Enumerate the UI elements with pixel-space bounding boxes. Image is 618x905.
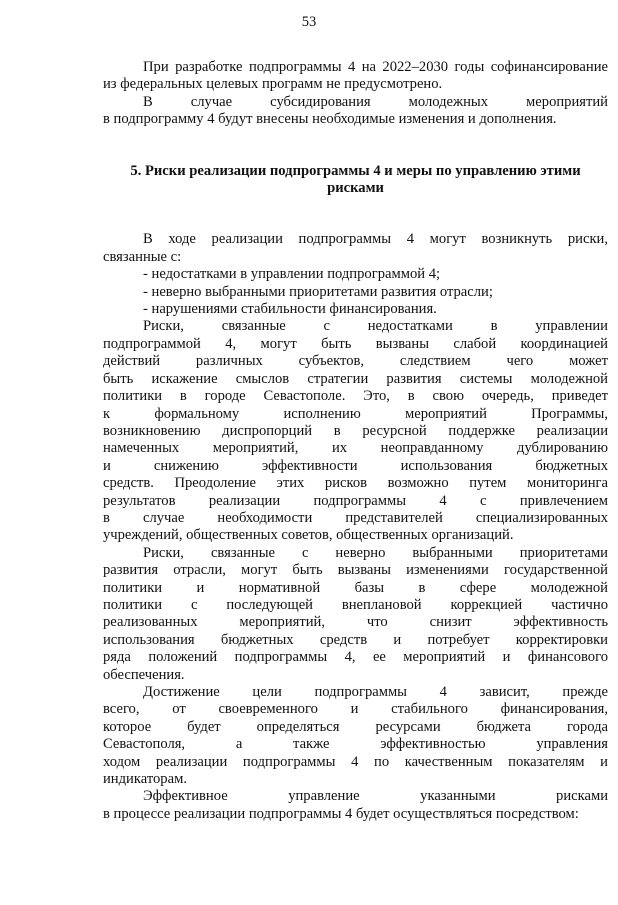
text-line: Риски, связанные с неверно выбранными приоритетами bbox=[143, 544, 608, 561]
text-line: политики с последующей внеплановой коррекцией частично bbox=[103, 596, 608, 613]
text-line: возникновению диспропорций в ресурсной поддержке реализации bbox=[103, 422, 608, 439]
cofinancing-paragraph bbox=[103, 59, 608, 94]
risk-management-paragraph bbox=[103, 788, 608, 823]
intro-paragraph bbox=[103, 231, 608, 266]
text-line: При разработке подпрограммы 4 на 2022–2030 годы софинансирование bbox=[143, 59, 608, 75]
text-line: Риски, связанные с недостатками в управлении bbox=[143, 318, 608, 335]
heading-line: 5. Риски реализации подпрограммы 4 и меры по управлению этими bbox=[130, 162, 581, 179]
page-number: 53 bbox=[301, 14, 317, 30]
text-line: реализованных мероприятий, что снизит эффективность bbox=[103, 614, 608, 631]
text-line: В случае субсидирования молодежных мероприятий bbox=[143, 93, 608, 110]
text-line: политики в городе Севастополе. Это, в свою очередь, приведет bbox=[103, 388, 608, 405]
text-line: связанные с: bbox=[103, 248, 182, 265]
risk-list bbox=[103, 266, 608, 318]
text-line: которое будет определяться ресурсами бюджета города bbox=[103, 718, 608, 735]
text-line: Севастополя, а также эффективностью управления bbox=[103, 736, 608, 753]
text-line: и снижению эффективности использования бюджетных bbox=[103, 457, 608, 474]
text-line: обеспечения. bbox=[103, 666, 185, 683]
text-line: результатов реализации подпрограммы 4 с привлечением bbox=[103, 492, 608, 509]
text-line: действий различных субъектов, следствием чего может bbox=[103, 353, 608, 370]
text-line: Эффективное управление указанными рисками bbox=[143, 788, 608, 805]
text-line: намеченных мероприятий, их неоправданному дублированию bbox=[103, 440, 608, 457]
text-line: в процессе реализации подпрограммы 4 будет осуществляться посредством: bbox=[103, 805, 579, 822]
text-line: использования бюджетных средств и потребует корректировки bbox=[103, 631, 608, 648]
text-line: ряда положений подпрограммы 4, ее мероприятий и финансового bbox=[103, 649, 608, 666]
text-line: в случае необходимости представителей специализированных bbox=[103, 509, 608, 526]
text-line: Достижение цели подпрограммы 4 зависит, прежде bbox=[143, 684, 608, 700]
document-body bbox=[103, 59, 608, 823]
text-line: из федеральных целевых программ не предусмотрено. bbox=[103, 76, 443, 93]
financing-paragraph bbox=[103, 684, 608, 788]
text-line: всего, от своевременного и стабильного финансирования, bbox=[103, 701, 608, 718]
text-line: средств. Преодоление этих рисков возможно путем мониторинга bbox=[103, 475, 608, 492]
management-risk-paragraph bbox=[103, 318, 608, 544]
text-line: развития отрасли, могут быть вызваны изменениями государственной bbox=[103, 562, 608, 579]
section-heading bbox=[103, 163, 608, 198]
text-line: В ходе реализации подпрограммы 4 могут возникнуть риски, bbox=[143, 231, 608, 248]
text-line: подпрограммой 4, могут быть вызваны слабой координацией bbox=[103, 335, 608, 352]
text-line: учреждений, общественных советов, общественных организаций. bbox=[103, 527, 514, 544]
text-line: ходом реализации подпрограммы 4 по качественным показателям и bbox=[103, 753, 608, 770]
list-item: - недостатками в управлении подпрограммой 4; bbox=[143, 266, 441, 283]
list-item: - неверно выбранными приоритетами развития отрасли; bbox=[143, 283, 493, 300]
text-line: к формальному исполнению мероприятий Программы, bbox=[103, 405, 608, 422]
heading-line: рисками bbox=[327, 180, 384, 197]
priority-risk-paragraph bbox=[103, 545, 608, 684]
text-line: индикаторам. bbox=[103, 771, 187, 788]
text-line: в подпрограмму 4 будут внесены необходимые изменения и дополнения. bbox=[103, 111, 557, 128]
text-line: политики и нормативной базы в сфере молодежной bbox=[103, 579, 608, 596]
text-line: быть искажение смыслов стратегии развития системы молодежной bbox=[103, 370, 608, 387]
subsidy-paragraph bbox=[103, 94, 608, 129]
list-item: - нарушениями стабильности финансирования. bbox=[143, 301, 437, 318]
